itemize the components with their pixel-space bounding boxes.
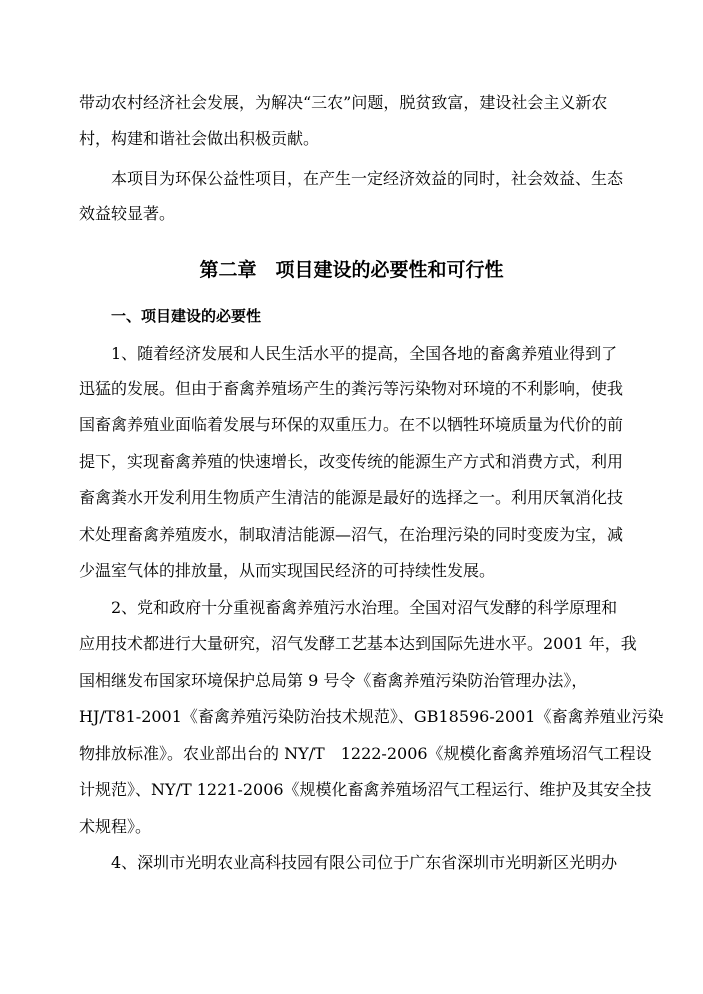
chapter-title: 第二章 项目建设的必要性和可行性 <box>199 259 504 281</box>
body-line: 术处理畜禽养殖废水，制取清洁能源—沼气，在治理污染的同时变废为宝，减 <box>79 525 624 544</box>
body-line: 4、深圳市光明农业高科技园有限公司位于广东省深圳市光明新区光明办 <box>111 853 618 872</box>
body-line: 术规程》。 <box>79 817 152 836</box>
intro-line-3: 本项目为环保公益性项目，在产生一定经济效益的同时，社会效益、生态 <box>111 169 624 188</box>
body-line: HJ/T81-2001《畜禽养殖污染防治技术规范》、GB18596-2001《畜禽养殖业污染 <box>79 707 664 726</box>
body-line: 迅猛的发展。但由于畜禽养殖场产生的粪污等污染物对环境的不利影响，使我 <box>79 379 624 398</box>
body-line: 畜禽粪水开发利用生物质产生清洁的能源是最好的选择之一。利用厌氧消化技 <box>79 488 624 507</box>
body-line: 2、党和政府十分重视畜禽养殖污水治理。全国对沼气发酵的科学原理和 <box>111 598 618 617</box>
body-line: 物排放标准》。农业部出台的 NY/T 1222-2006《规模化畜禽养殖场沼气工程设 <box>79 744 652 763</box>
section-title: 一、项目建设的必要性 <box>111 307 262 325</box>
intro-line-1: 带动农村经济社会发展，为解决“三农”问题，脱贫致富，建设社会主义新农 <box>79 93 608 112</box>
body-line: 应用技术都进行大量研究，沼气发酵工艺基本达到国际先进水平。2001 年，我 <box>79 634 637 653</box>
body-line: 国相继发布国家环境保护总局第 9 号令《畜禽养殖污染防治管理办法》， <box>79 671 588 690</box>
body-line: 提下，实现畜禽养殖的快速增长，改变传统的能源生产方式和消费方式，利用 <box>79 452 624 471</box>
body-line: 少温室气体的排放量，从而实现国民经济的可持续性发展。 <box>79 561 496 580</box>
intro-line-2: 村，构建和谐社会做出积极贡献。 <box>79 129 320 148</box>
intro-line-4: 效益较显著。 <box>79 204 176 223</box>
body-line: 国畜禽养殖业面临着发展与环保的双重压力。在不以牺牲环境质量为代价的前 <box>79 415 624 434</box>
body-line: 计规范》、NY/T 1221-2006《规模化畜禽养殖场沼气工程运行、维护及其安全技 <box>79 780 652 799</box>
body-line: 1、随着经济发展和人民生活水平的提高，全国各地的畜禽养殖业得到了 <box>111 344 618 363</box>
